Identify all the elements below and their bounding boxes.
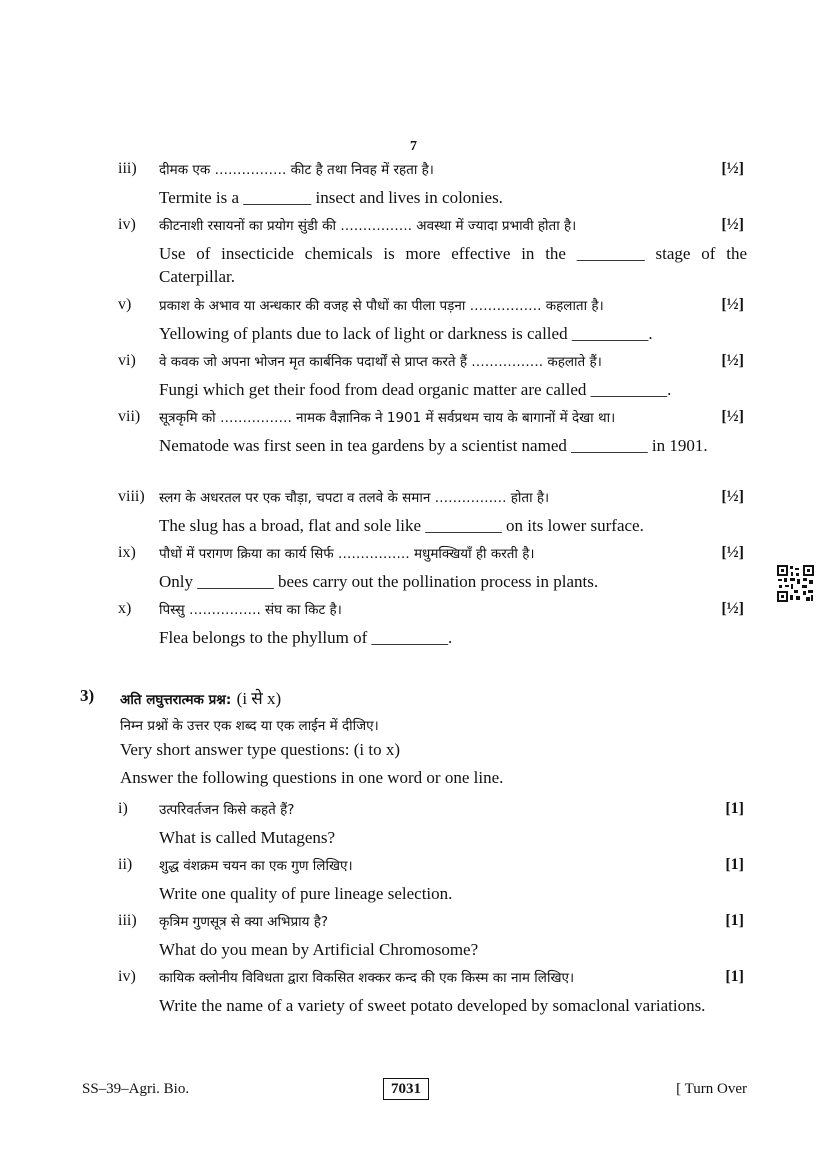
- question-number: iv): [118, 216, 136, 233]
- question-hindi: शुद्ध वंशक्रम चयन का एक गुण लिखिए।: [159, 858, 353, 874]
- question-english: The slug has a broad, flat and sole like _________ on its lower surface.: [159, 516, 644, 535]
- question-number: ii): [118, 856, 133, 873]
- question-marks: [1]: [725, 856, 744, 873]
- question-hindi: पौधों में परागण क्रिया का कार्य सिर्फ ……………. मधुमक्खियाँ ही करती है।: [159, 546, 535, 562]
- question-english: Write one quality of pure lineage selection.: [159, 884, 453, 903]
- question-english: Use of insecticide chemicals is more effective in the ________ stage of the Caterpillar.: [159, 244, 747, 286]
- question-hindi: स्लग के अधरतल पर एक चौड़ा, चपटा व तलवे के समान ……………. होता है।: [159, 490, 550, 506]
- question-english: Write the name of a variety of sweet potato developed by somaclonal variations.: [159, 996, 706, 1015]
- question-english: Nematode was first seen in tea gardens by a scientist named _________ in 1901.: [159, 436, 708, 455]
- question-number: vi): [118, 352, 136, 369]
- question-marks: [1]: [725, 912, 744, 929]
- question-number: x): [118, 600, 132, 617]
- footer-turn-over: [ Turn Over: [676, 1081, 747, 1097]
- question-english: Yellowing of plants due to lack of light or darkness is called _________.: [159, 324, 653, 343]
- question-marks: [1]: [725, 800, 744, 817]
- question-number: viii): [118, 488, 145, 505]
- question-marks: [½]: [721, 352, 744, 369]
- question-marks: [½]: [721, 216, 744, 233]
- question-number: iii): [118, 160, 137, 177]
- question-english: Fungi which get their food from dead organic matter are called _________.: [159, 380, 672, 399]
- question-hindi: दीमक एक ……………. कीट है तथा निवह में रहता है।: [159, 162, 434, 178]
- question-number: iii): [118, 912, 137, 929]
- question-number: i): [118, 800, 128, 817]
- question-english: Termite is a ________ insect and lives in colonies.: [159, 188, 503, 207]
- page-number: 7: [410, 139, 417, 154]
- question-hindi: वे कवक जो अपना भोजन मृत कार्बनिक पदार्थों से प्राप्त करते हैं ……………. कहलाते हैं।: [159, 354, 602, 370]
- qr-code-icon: [776, 564, 815, 603]
- question-number: ix): [118, 544, 136, 561]
- footer-paper-code: SS–39–Agri. Bio.: [82, 1081, 190, 1097]
- question-english: What do you mean by Artificial Chromosome?: [159, 940, 479, 959]
- section-instruction-english: Answer the following questions in one word or one line.: [120, 768, 504, 787]
- question-number: iv): [118, 968, 136, 985]
- question-english: Flea belongs to the phyllum of _________.: [159, 628, 453, 647]
- footer-question-code: 7031: [383, 1078, 429, 1100]
- section-title-hindi: अति लघुत्तरात्मक प्रश्न:: [120, 692, 232, 708]
- question-hindi: कृत्रिम गुणसूत्र से क्या अभिप्राय है?: [159, 914, 329, 930]
- question-english: What is called Mutagens?: [159, 828, 336, 847]
- question-marks: [½]: [721, 160, 744, 177]
- question-hindi: कीटनाशी रसायनों का प्रयोग सुंडी की ……………. अवस्था में ज्यादा प्रभावी होता है।: [159, 218, 577, 234]
- section-title: [120, 686, 281, 709]
- question-number: vii): [118, 408, 141, 425]
- question-marks: [½]: [721, 544, 744, 561]
- question-marks: [½]: [721, 408, 744, 425]
- section-number: 3): [80, 686, 95, 705]
- question-english: Only _________ bees carry out the pollination process in plants.: [159, 572, 599, 591]
- question-hindi: सूत्रकृमि को ……………. नामक वैज्ञानिक ने 1901 में सर्वप्रथम चाय के बागानों में देखा था।: [159, 410, 616, 426]
- question-marks: [½]: [721, 600, 744, 617]
- question-hindi: पिस्सु ……………. संघ का किट है।: [159, 602, 342, 618]
- question-hindi: उत्परिवर्तजन किसे कहते हैं?: [159, 802, 295, 818]
- question-number: v): [118, 296, 132, 313]
- section-instruction-hindi: निम्न प्रश्नों के उत्तर एक शब्द या एक लाईन में दीजिए।: [120, 718, 379, 734]
- question-marks: [½]: [721, 488, 744, 505]
- section-title-english: Very short answer type questions: (i to x): [120, 740, 400, 759]
- section-title-range: (i से x): [236, 689, 282, 708]
- question-hindi: प्रकाश के अभाव या अन्धकार की वजह से पौधों का पीला पड़ना ……………. कहलाता है।: [159, 298, 604, 314]
- question-hindi: कायिक क्लोनीय विविधता द्वारा विकसित शक्कर कन्द की एक किस्म का नाम लिखिए।: [159, 970, 575, 986]
- question-marks: [½]: [721, 296, 744, 313]
- question-marks: [1]: [725, 968, 744, 985]
